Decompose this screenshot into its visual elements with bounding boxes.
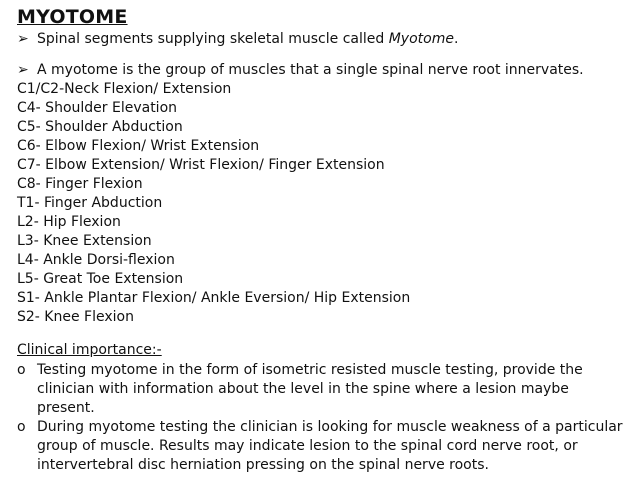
bullet-text: A myotome is the group of muscles that a single spinal nerve root innervates. — [37, 62, 584, 78]
circle-bullet-icon: o — [17, 419, 26, 435]
list-item: S1- Ankle Plantar Flexion/ Ankle Eversion/ Hip Extension — [17, 290, 411, 306]
bullet-text: Spinal segments supplying skeletal muscle called — [37, 31, 389, 47]
list-item: C4- Shoulder Elevation — [17, 100, 178, 116]
list-item: L5- Great Toe Extension — [17, 271, 184, 287]
intro-bullet-1 — [17, 30, 458, 49]
list-item: C7- Elbow Extension/ Wrist Flexion/ Finger Extension — [17, 157, 385, 173]
bullet-text-end: . — [453, 31, 459, 47]
clinical-point-text: Testing myotome in the form of isometric resisted muscle testing, provide the clinician with information about the level in the spine where a lesion maybe present. — [37, 362, 583, 416]
list-item: C6- Elbow Flexion/ Wrist Extension — [17, 138, 260, 154]
clinical-point — [17, 361, 629, 418]
intro-bullet-2 — [17, 61, 584, 80]
page-title: MYOTOME — [17, 6, 128, 28]
clinical-point-text: During myotome testing the clinician is looking for muscle weakness of a particular group of muscle. Results may indicate lesion to the spinal cord nerve root, or intervertebral disc herniation pressing on the spinal nerve roots. — [37, 419, 623, 473]
clinical-list — [17, 361, 629, 475]
list-item: C1/C2-Neck Flexion/ Extension — [17, 81, 232, 97]
list-item: C5- Shoulder Abduction — [17, 119, 183, 135]
clinical-heading: Clinical importance:- — [17, 342, 162, 358]
list-item: L4- Ankle Dorsi-flexion — [17, 252, 175, 268]
circle-bullet-icon: o — [17, 362, 26, 378]
arrow-bullet-icon: ➢ — [17, 62, 29, 78]
list-item: T1- Finger Abduction — [17, 195, 163, 211]
list-item: S2- Knee Flexion — [17, 309, 134, 325]
list-item: L3- Knee Extension — [17, 233, 152, 249]
arrow-bullet-icon: ➢ — [17, 31, 29, 47]
myotome-list — [17, 80, 410, 327]
list-item: C8- Finger Flexion — [17, 176, 143, 192]
bullet-emphasis: Myotome — [388, 31, 454, 47]
clinical-point — [17, 418, 629, 475]
list-item: L2- Hip Flexion — [17, 214, 121, 230]
